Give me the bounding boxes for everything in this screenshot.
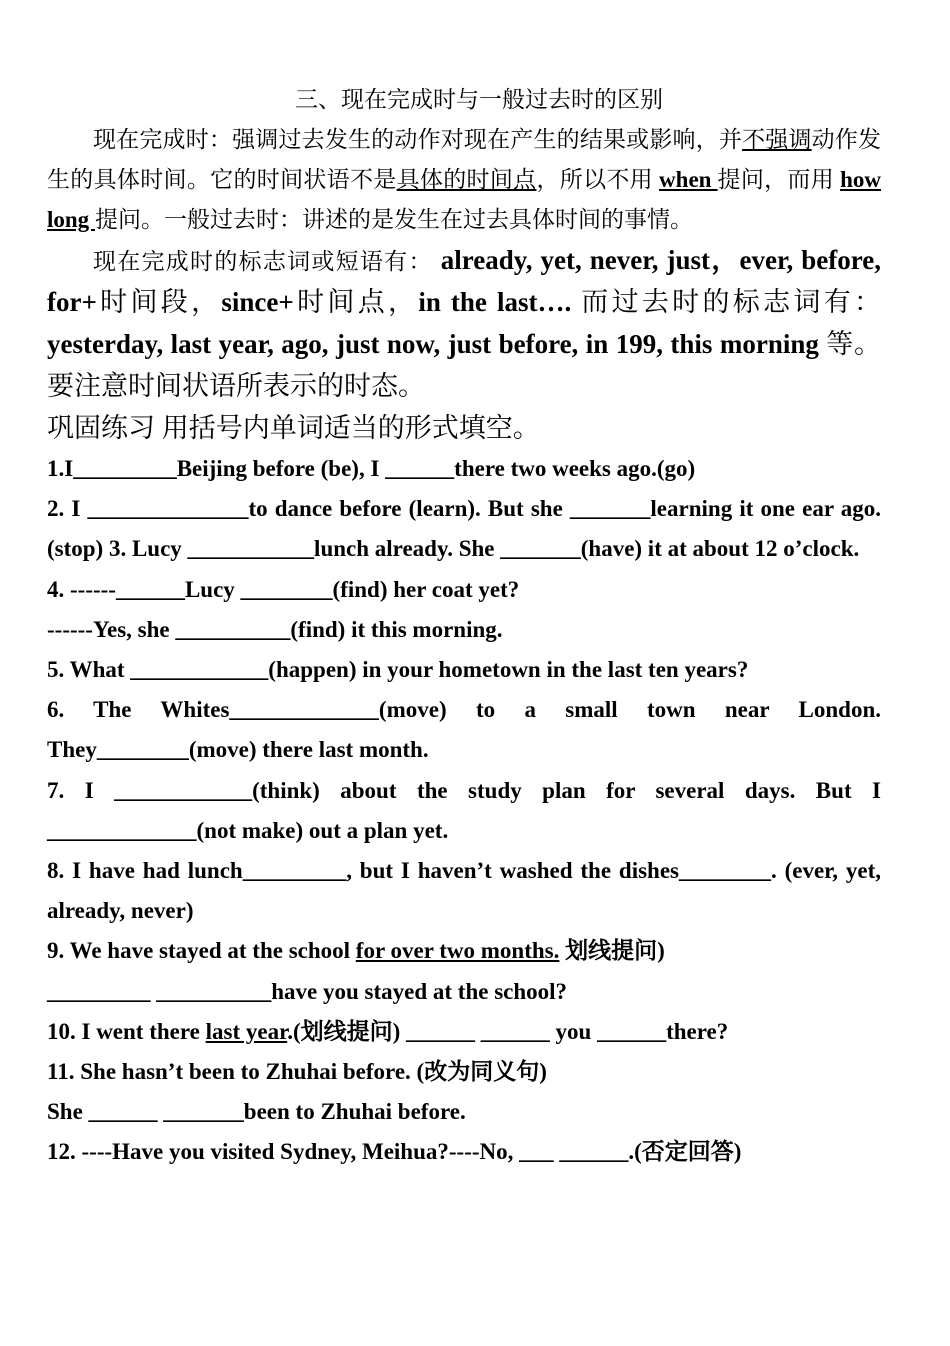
para1-when-keyword: when [659,167,718,192]
para1-text-1: 现在完成时：强调过去发生的动作对现在产生的结果或影响，并 [93,127,743,152]
exercise-10 [47,1012,881,1052]
exercise-11-blank: She ______ _______been to Zhuhai before. [47,1099,466,1125]
paragraph-signal-words [47,240,881,408]
section-title: 三、现在完成时与一般过去时的区别 [295,87,663,112]
exercise-9-sentence [47,931,881,971]
para2-time-period: 时间段， [96,287,222,317]
para1-text-2: 动作发生的具体时间。它的时间状语不是 [47,127,882,192]
exercise-7: 7. I ____________(think) about the study plan for several days. But I _____________(not make) out a plan yet. [47,777,881,843]
para1-underlined-not-emphasize: 不强调 [742,127,812,152]
exercise-6: 6. The Whites_____________(move) to a small town near London. They________(move) there last month. [47,697,881,763]
para1-underlined-specific-time: 具体的时间点 [396,167,537,192]
para1-text-3: ，所以不用 [536,167,660,192]
exercise-1: 1.I_________Beijing before (be), I ______there two weeks ago.(go) [47,456,696,481]
exercise-9-blank: _________ __________have you stayed at the school? [47,978,568,1004]
para2-since: since+ [221,287,294,317]
para2-time-point: 时间点， [293,287,419,317]
para2-past-intro: 而过去时的标志词有： [571,287,882,317]
exercise-10-rest: .(划线提问) ______ ______ you ______there? [287,1018,729,1044]
para2-intro: 现在完成时的标志词或短语有： [93,249,433,274]
para2-in-the-last: in the last…. [418,287,572,317]
exercise-10-text: 10. I went there [47,1018,206,1044]
exercise-10-underlined: last year [205,1018,288,1044]
para2-perfect-signal-words: already, yet, never, just，ever, before, for+ [47,245,881,317]
exercise-2-3: 2. I ______________to dance before (learn). But she _______learning it one ear ago. (stop) 3. Lucy ___________lunch already. She _______(have) it at about 12 o’clock. [47,496,881,562]
exercise-9-instruction: 划线提问) [559,938,665,964]
exercise-11-sentence: 11. She hasn’t been to Zhuhai before. (改为同义句) [47,1059,547,1085]
para1-text-5: 提问。一般过去时：讲述的是发生在过去具体时间的事情。 [94,207,693,232]
exercise-8: 8. I have had lunch_________, but I haven’t washed the dishes________. (ever, yet, already, never) [47,858,881,924]
exercise-4-question: 4. ------______Lucy ________(find) her coat yet? [47,576,520,602]
para2-note: 等。要注意时间状语所表示的时态。 [47,329,881,401]
exercise-5: 5. What ____________(happen) in your hometown in the last ten years? [47,657,749,683]
document-page [47,80,881,1173]
exercise-12: 12. ----Have you visited Sydney, Meihua?----No, ___ ______.(否定回答) [47,1139,742,1165]
exercise-4-answer: ------Yes, she __________(find) it this morning. [47,616,503,642]
para1-how-long-keyword: how long [47,167,882,232]
para2-past-signal-words: yesterday, last year, ago, just now, just before, in 199, this morning [47,329,819,359]
paragraph-present-perfect-definition [47,120,881,240]
para1-text-4: 提问，而用 [717,167,841,192]
exercise-9-underlined: for over two months. [355,938,560,964]
exercise-9-text: 9. We have stayed at the school [47,938,356,964]
exercise-heading: 巩固练习 用括号内单词适当的形式填空。 [47,413,540,443]
